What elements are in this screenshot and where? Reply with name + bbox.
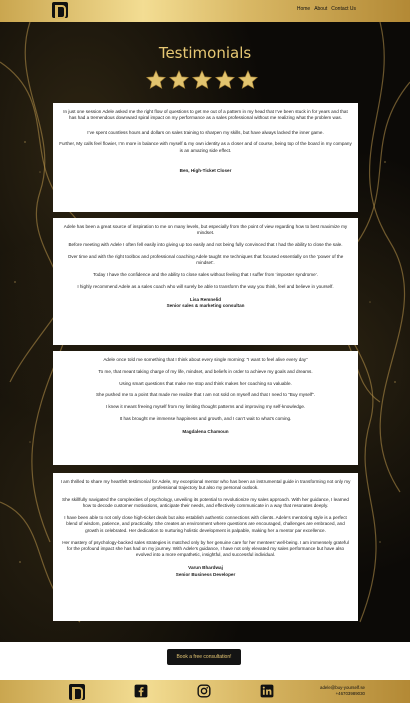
testimonial-paragraph: To me, that meant taking charge of my life, mindset, and beliefs in order to achieve my goals and dreams. (98, 368, 313, 374)
testimonial-paragraph: Over time and with the right toolbox and professional coaching Adele taught me techniques that focused essentially on the ‘power of the mindset’. (67, 253, 344, 266)
footer-logo[interactable] (69, 684, 85, 700)
book-consultation-button[interactable]: Book a free consultation! (167, 649, 241, 665)
testimonial-paragraph: Adele once told me something that I think about every single morning: “I want to feel alive every day” (103, 357, 308, 362)
star-icon (215, 70, 235, 90)
logo[interactable] (52, 2, 68, 18)
testimonial-paragraph: In just one session Adele asked me the right flow of questions to get me out of a pattern in my head that I’ve been stuck in for years and that has had a tremendous downward spiral impact on my performance as a sales professional without me realizing what the problem was. (63, 109, 348, 121)
site-header (0, 0, 410, 22)
star-icon (169, 70, 189, 90)
page-title: Testimonials (158, 44, 252, 62)
testimonial-paragraph: Using smart questions that make me stop and think makes her coaching so valuable. (119, 380, 292, 386)
testimonial-paragraph: I’ve spent countless hours and dollars on sales training to sharpen my skills, but have always lacked the inner game. (87, 129, 324, 135)
testimonial-paragraph: Today I have the confidence and the ability to close sales without feeling that I suffer from ‘imposter syndrome’. (93, 271, 318, 277)
testimonial-author: Magdalena Chamoun (182, 429, 229, 435)
testimonial-role: Senior sales & marketing consultan (166, 303, 245, 309)
testimonial-card (53, 473, 358, 621)
testimonial-paragraph: Adele has been a great source of inspiration to me on many levels, but especially from the point of view regarding how to best maximize my mindset. (63, 224, 348, 236)
star-icon (192, 70, 212, 90)
contact-email[interactable]: adele@buy-yourself.se (320, 685, 365, 690)
testimonial-paragraph: I highly recommend Adele as a sales coach who will surely be able to transform the way you think, feel and believe in yourself. (77, 283, 334, 289)
testimonial-role: Senior Business Developer (175, 571, 236, 577)
facebook-icon[interactable] (134, 684, 148, 698)
star-icon (238, 70, 258, 90)
nav-about[interactable]: About (314, 6, 328, 12)
testimonial-author: Lisa Remnelid (189, 297, 222, 303)
testimonial-card (53, 103, 358, 212)
testimonial-paragraph: Her mastery of psychology-backed sales strategies is matched only by her genuine care for her mentees’ well-being. I am immensely grateful for the profound impact she has had on my journey. With Adele’s guidance, I have not only elevated my sales performance but have also evolved into a more empathetic, insightful, and successful individual. (62, 539, 349, 558)
testimonial-paragraph: She pushed me to a point that made me realize that I am not sold on myself and that I need to “Buy myself”. (95, 392, 316, 398)
testimonial-paragraph: She skillfully navigated the complexities of psychology, unveiling its potential to revolutionize my sales approach. With her guidance, I learned how to decode customer motivations, anticipate their needs, and effectively communicate in a way that resonates deeply. (62, 497, 349, 509)
main-nav (297, 6, 356, 12)
testimonial-paragraph: It has brought me immense happiness and growth, and I can’t wait to what’s coming. (119, 415, 292, 421)
nav-contact[interactable]: Contact Us (331, 6, 356, 12)
testimonial-card (53, 351, 358, 465)
nav-home[interactable]: Home (296, 6, 311, 12)
instagram-icon[interactable] (197, 684, 211, 698)
testimonial-paragraph: Before meeting with Adele I often fell easily into giving up too easily and not being fully convinced that I had the ability to close the sale. (68, 242, 343, 248)
testimonial-paragraph: Further, My calls feel flowier, I’m more in balance with myself & my own identity as a closer and of course, being top of the board in my company is an amazing side effect. (59, 141, 352, 153)
site-footer (0, 680, 410, 703)
contact-phone[interactable]: +46703989030 (335, 690, 365, 696)
testimonial-paragraph: I knew it meant freeing myself from my limiting thought patterns and improving my self-knowledge. (105, 404, 306, 410)
footer-contact (320, 685, 365, 696)
testimonial-author: Ben, High-Ticket Closer (179, 167, 232, 173)
linkedin-icon[interactable] (260, 684, 274, 698)
testimonial-author: Varun Bhardwaj (188, 565, 223, 571)
star-icon (146, 70, 166, 90)
testimonial-card (53, 218, 358, 345)
testimonial-paragraph: I have been able to not only close high-ticket deals but also establish authentic connections with clients. Adele’s mentoring style is a perfect blend of wisdom, patience, and practicality. She creates an environment where questions are encouraged, challenges are embraced, and growth is celebrated. Her dedication to nurturing holistic development is palpable, making her a mentor par excellence. (64, 515, 347, 533)
testimonial-paragraph: I am thrilled to share my heartfelt testimonial for Adele, my exceptional mentor who has been an instrumental guide in transforming not only my professional trajectory but also my personal outlook. (60, 479, 351, 491)
rating-stars (146, 70, 258, 90)
